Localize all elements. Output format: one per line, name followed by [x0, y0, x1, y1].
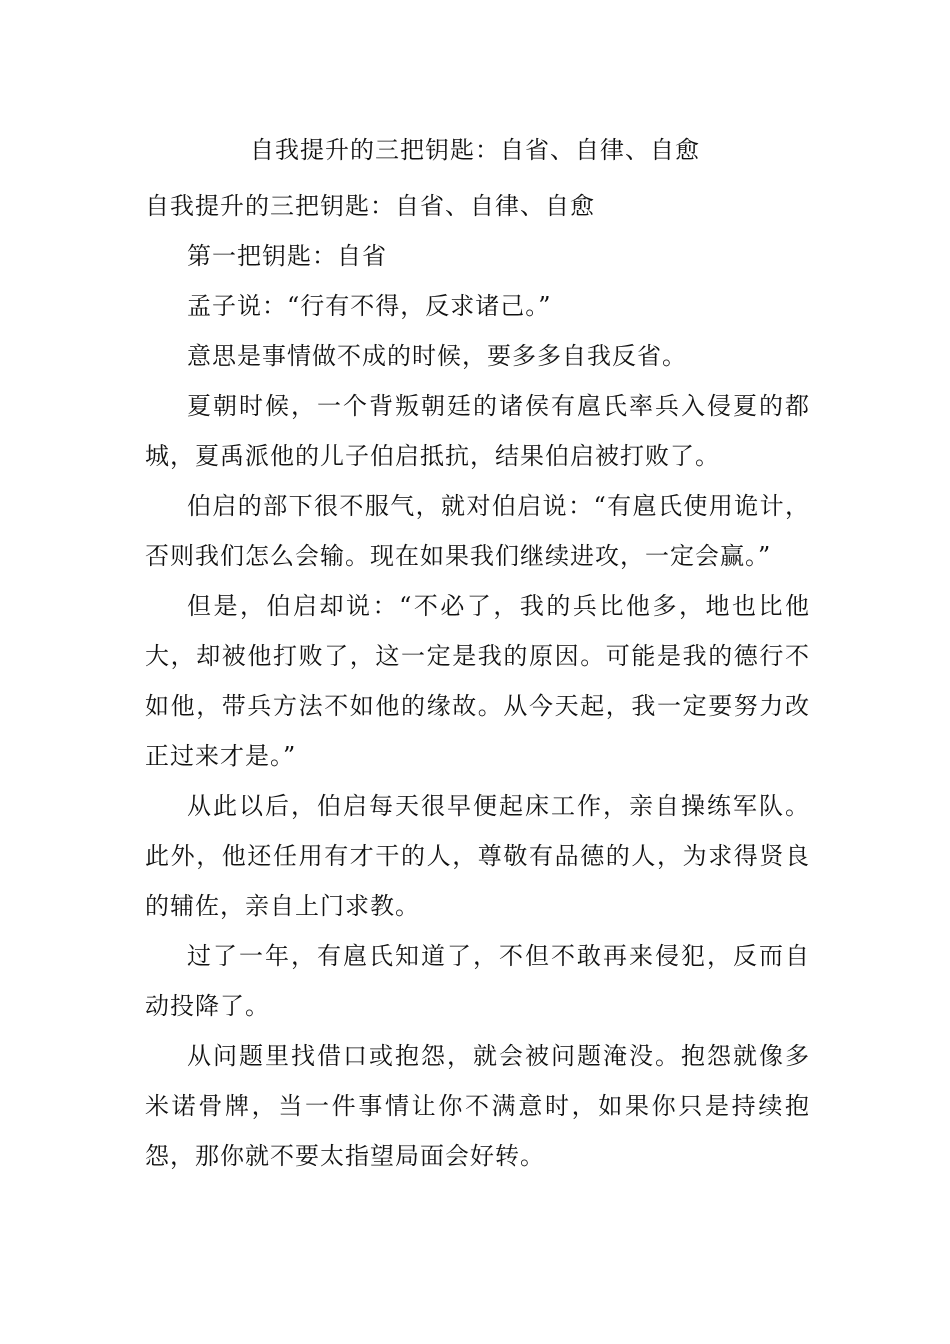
document-title: 自我提升的三把钥匙：自省、自律、自愈	[250, 136, 700, 164]
paragraph: 但是，伯启却说：“不必了，我的兵比他多，地也比他大，却被他打败了，这一定是我的原因。可能是我的德行不如他，带兵方法不如他的缘故。从今天起，我一定要努力改正过来才是。”	[145, 592, 810, 770]
section-heading: 第一把钥匙：自省	[187, 242, 387, 270]
paragraph: 自我提升的三把钥匙：自省、自律、自愈	[145, 192, 595, 220]
paragraph: 从此以后，伯启每天很早便起床工作，亲自操练军队。此外，他还任用有才干的人，尊敬有品德的人，为求得贤良的辅佐，亲自上门求教。	[145, 792, 810, 920]
paragraph: 孟子说：“行有不得，反求诸己。”	[187, 292, 552, 320]
paragraph: 夏朝时候，一个背叛朝廷的诸侯有扈氏率兵入侵夏的都城，夏禹派他的儿子伯启抵抗，结果伯启被打败了。	[145, 392, 810, 470]
paragraph: 过了一年，有扈氏知道了，不但不敢再来侵犯，反而自动投降了。	[145, 942, 810, 1020]
paragraph: 从问题里找借口或抱怨，就会被问题淹没。抱怨就像多米诺骨牌，当一件事情让你不满意时，如果你只是持续抱怨，那你就不要太指望局面会好转。	[145, 1042, 810, 1170]
paragraph: 意思是事情做不成的时候，要多多自我反省。	[187, 342, 687, 370]
document-body	[145, 181, 810, 1181]
paragraph: 伯启的部下很不服气，就对伯启说：“有扈氏使用诡计，否则我们怎么会输。现在如果我们继续进攻，一定会赢。”	[145, 492, 810, 570]
